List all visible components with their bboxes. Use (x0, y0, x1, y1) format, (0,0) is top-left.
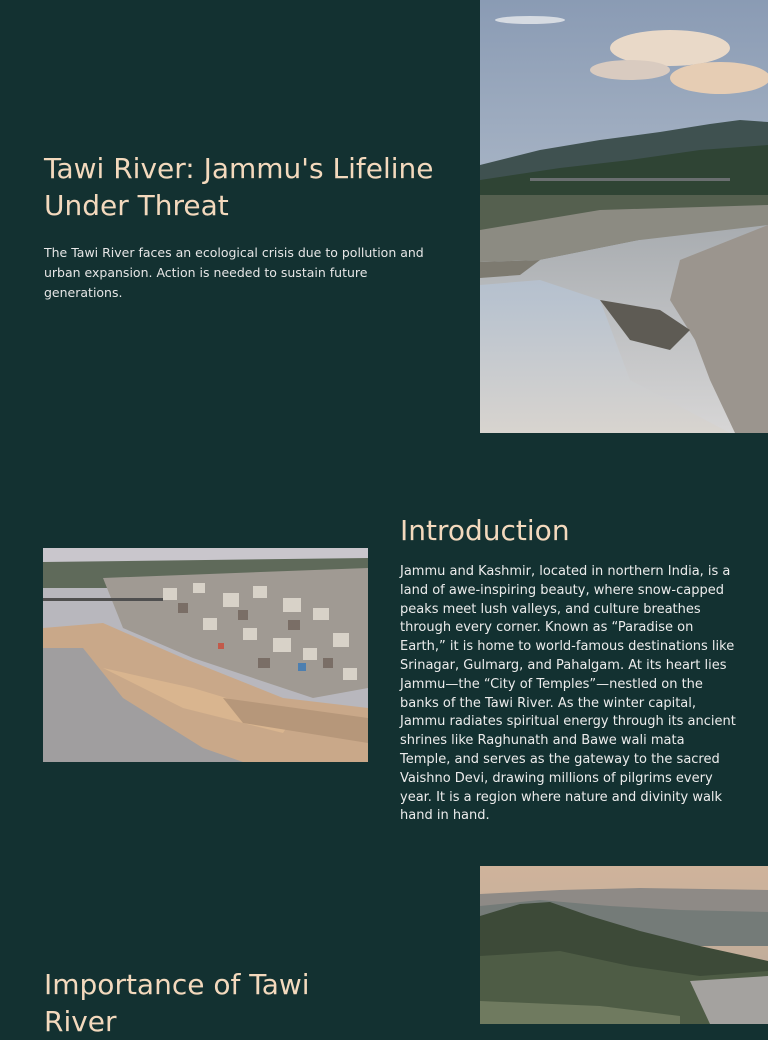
importance-heading: Importance of Tawi River (44, 968, 310, 1038)
page-subtitle: The Tawi River faces an ecological crisis due to pollution and urban expansion. Action is needed to sustain future generations. (44, 245, 424, 300)
page-title: Tawi River: Jammu's Lifeline Under Threat (44, 152, 434, 222)
introduction-body: Jammu and Kashmir, located in northern India, is a land of awe-inspiring beauty, where snow-capped peaks meet lush valleys, and culture breathes through every corner. Known as “Paradise on Earth,” it is home to world-famous destinations like Srinagar, Gulmarg, and Pahalgam. At its heart lies Jammu—the “City of Temples”—nestled on the banks of the Tawi River. As the winter capital, Jammu radiates spiritual energy through its ancient shrines like Raghunath and Bawe wali mata Temple, and serves as the gateway to the sacred Vaishno Devi, drawing millions of pilgrims every year. It is a region where nature and divinity walk hand in hand. (400, 564, 736, 824)
river-photo (480, 0, 768, 433)
hills-photo (480, 866, 768, 1024)
jammu-city-photo (43, 548, 368, 762)
introduction-heading: Introduction (400, 514, 570, 547)
